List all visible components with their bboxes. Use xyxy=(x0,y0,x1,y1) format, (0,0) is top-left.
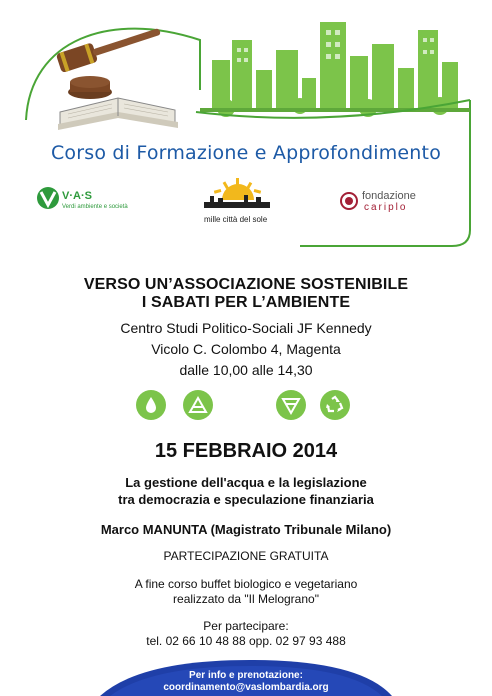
topic-line1: La gestione dell'acqua e la legislazione xyxy=(125,475,367,490)
buffet-line1: A fine corso buffet biologico e vegetariano xyxy=(134,577,358,591)
cariplo-logo-line1: fondazione xyxy=(362,190,416,202)
vas-logo xyxy=(37,187,59,209)
event-date: 15 FEBBRAIO 2014 xyxy=(154,440,338,462)
footer-info-label: Per info e prenotazione: xyxy=(189,670,303,681)
venue-line1: Centro Studi Politico-Sociali JF Kennedy xyxy=(120,320,372,336)
city-skyline-icon xyxy=(200,22,470,117)
sun-city-logo-name: mille città del sole xyxy=(204,215,268,224)
cariplo-logo xyxy=(341,193,357,209)
speaker: Marco MANUNTA (Magistrato Tribunale Milano) xyxy=(100,522,392,537)
venue-line3: dalle 10,00 alle 14,30 xyxy=(179,362,313,378)
footer-email-link[interactable]: coordinamento@vaslombardia.org xyxy=(163,682,329,693)
heading-line2: I SABATI PER L’AMBIENTE xyxy=(141,294,351,311)
course-title: Corso di Formazione e Approfondimento xyxy=(50,142,442,164)
triangle-down-icon xyxy=(276,390,306,420)
contact-phone: tel. 02 66 10 48 88 opp. 02 97 93 488 xyxy=(146,634,346,648)
book-icon xyxy=(58,98,178,130)
participation-note: PARTECIPAZIONE GRATUITA xyxy=(163,549,329,563)
green-frame-right xyxy=(300,100,470,246)
sun-city-logo xyxy=(204,178,270,208)
recycle-icon xyxy=(320,390,350,420)
buffet-line2: realizzato da "Il Melograno" xyxy=(173,592,319,606)
triangle-icon xyxy=(183,390,213,420)
water-drop-icon xyxy=(136,390,166,420)
cariplo-logo-line2: cariplo xyxy=(364,202,408,213)
vas-logo-name: V·A·S xyxy=(62,190,92,202)
gavel-icon xyxy=(56,21,163,99)
header-illustration xyxy=(0,0,492,250)
contact-line1: Per partecipare: xyxy=(203,619,289,633)
venue-line2: Vicolo C. Colombo 4, Magenta xyxy=(151,341,341,357)
heading-line1: VERSO UN’ASSOCIAZIONE SOSTENIBILE xyxy=(83,276,409,293)
topic-line2: tra democrazia e speculazione finanziaria xyxy=(118,492,374,507)
vas-logo-tagline: Verdi ambiente e società xyxy=(62,204,128,210)
